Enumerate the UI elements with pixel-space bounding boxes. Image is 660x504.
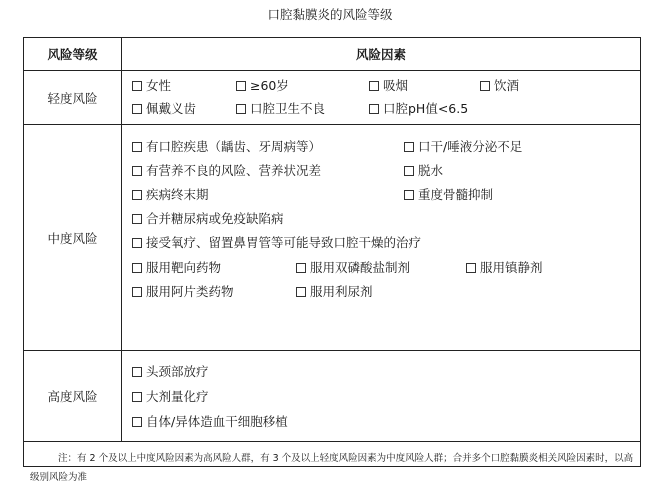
factor-item	[132, 161, 321, 181]
factor-item	[404, 137, 522, 157]
checkbox-icon	[132, 104, 142, 114]
factor-item	[132, 233, 421, 253]
checkbox-icon	[236, 81, 246, 91]
document-title: 口腔黏膜炎的风险等级	[267, 7, 393, 22]
factor-item	[480, 76, 519, 96]
factor-line	[122, 258, 640, 278]
factor-item	[404, 185, 493, 205]
factor-item	[132, 99, 196, 119]
factor-item	[132, 209, 284, 229]
risk-level-high: 高度风险	[24, 351, 122, 441]
factor-label: 服用利尿剂	[310, 284, 373, 299]
factor-item	[296, 258, 410, 278]
factor-label: 大剂量化疗	[146, 389, 209, 404]
factor-label: 有口腔疾患（龋齿、牙周病等）	[146, 139, 322, 154]
factor-line	[122, 137, 640, 157]
checkbox-icon	[369, 104, 379, 114]
checkbox-icon	[132, 287, 142, 297]
factor-label: 服用镇静剂	[480, 260, 543, 275]
risk-level-table	[23, 37, 641, 483]
risk-factors-moderate	[122, 125, 640, 350]
header-risk-factors: 风险因素	[355, 47, 406, 62]
factor-label: 接受氧疗、留置鼻胃管等可能导致口腔干燥的治疗	[146, 235, 422, 250]
checkbox-icon	[480, 81, 490, 91]
factor-item	[132, 282, 234, 302]
factor-line	[122, 76, 640, 96]
factor-label: 自体/异体造血干细胞移植	[146, 414, 288, 429]
risk-level-mild: 轻度风险	[24, 71, 122, 124]
factor-label: 吸烟	[383, 78, 409, 93]
checkbox-icon	[132, 367, 142, 377]
table-row-moderate	[24, 125, 640, 351]
checkbox-icon	[236, 104, 246, 114]
factor-line	[122, 412, 640, 432]
factor-line	[122, 282, 640, 302]
factor-line	[122, 99, 640, 119]
factor-label: 口腔卫生不良	[250, 101, 326, 116]
checkbox-icon	[132, 190, 142, 200]
factor-label: 有营养不良的风险、营养状况差	[146, 163, 322, 178]
factor-item	[132, 412, 288, 432]
checkbox-icon	[296, 263, 306, 273]
factor-line	[122, 185, 640, 205]
factor-line	[122, 233, 640, 253]
factor-item	[132, 387, 209, 407]
factor-item	[132, 185, 209, 205]
factor-line	[122, 209, 640, 229]
factor-item	[132, 258, 221, 278]
factor-label: 头颈部放疗	[146, 364, 209, 379]
checkbox-icon	[369, 81, 379, 91]
factor-item	[236, 76, 289, 96]
factor-label: 饮酒	[494, 78, 520, 93]
factor-label: 服用靶向药物	[146, 260, 222, 275]
checkbox-icon	[404, 166, 414, 176]
risk-factors-mild	[122, 71, 640, 124]
factor-line	[122, 387, 640, 407]
table-note-row	[24, 442, 640, 483]
checkbox-icon	[132, 238, 142, 248]
factor-label: 女性	[146, 78, 172, 93]
factor-label: 合并糖尿病或免疫缺陷病	[146, 211, 284, 226]
checkbox-icon	[132, 214, 142, 224]
table-row-high	[24, 351, 640, 442]
checkbox-icon	[132, 81, 142, 91]
checkbox-icon	[132, 166, 142, 176]
checkbox-icon	[404, 142, 414, 152]
table-footnote: 注：有 2 个及以上中度风险因素为高风险人群，有 3 个及以上轻度风险因素为中度风险人群；合并多个口腔黏膜炎相关风险因素时，以高级别风险为准	[30, 453, 634, 483]
checkbox-icon	[132, 392, 142, 402]
factor-label: 佩戴义齿	[146, 101, 197, 116]
factor-item	[132, 76, 171, 96]
factor-label: 服用阿片类药物	[146, 284, 234, 299]
checkbox-icon	[132, 142, 142, 152]
checkbox-icon	[132, 263, 142, 273]
factor-label: 服用双磷酸盐制剂	[310, 260, 411, 275]
factor-item	[236, 99, 325, 119]
factor-label: 口腔pH值<6.5	[383, 101, 469, 116]
factor-item	[466, 258, 543, 278]
factor-item	[404, 161, 443, 181]
factor-item	[369, 76, 408, 96]
factor-line	[122, 161, 640, 181]
table-header-row	[24, 38, 640, 71]
factor-label: ≥60岁	[250, 78, 289, 93]
factor-label: 口干/唾液分泌不足	[418, 139, 523, 154]
factor-label: 脱水	[418, 163, 444, 178]
factor-line	[122, 362, 640, 382]
risk-factors-high	[122, 351, 640, 441]
factor-item	[132, 362, 209, 382]
checkbox-icon	[296, 287, 306, 297]
checkbox-icon	[404, 190, 414, 200]
checkbox-icon	[132, 417, 142, 427]
factor-label: 疾病终末期	[146, 187, 209, 202]
table-row-mild	[24, 71, 640, 125]
factor-item	[296, 282, 373, 302]
header-risk-level: 风险等级	[24, 38, 122, 70]
risk-level-moderate: 中度风险	[24, 125, 122, 350]
factor-item	[369, 99, 468, 119]
factor-item	[132, 137, 321, 157]
factor-label: 重度骨髓抑制	[418, 187, 494, 202]
checkbox-icon	[466, 263, 476, 273]
